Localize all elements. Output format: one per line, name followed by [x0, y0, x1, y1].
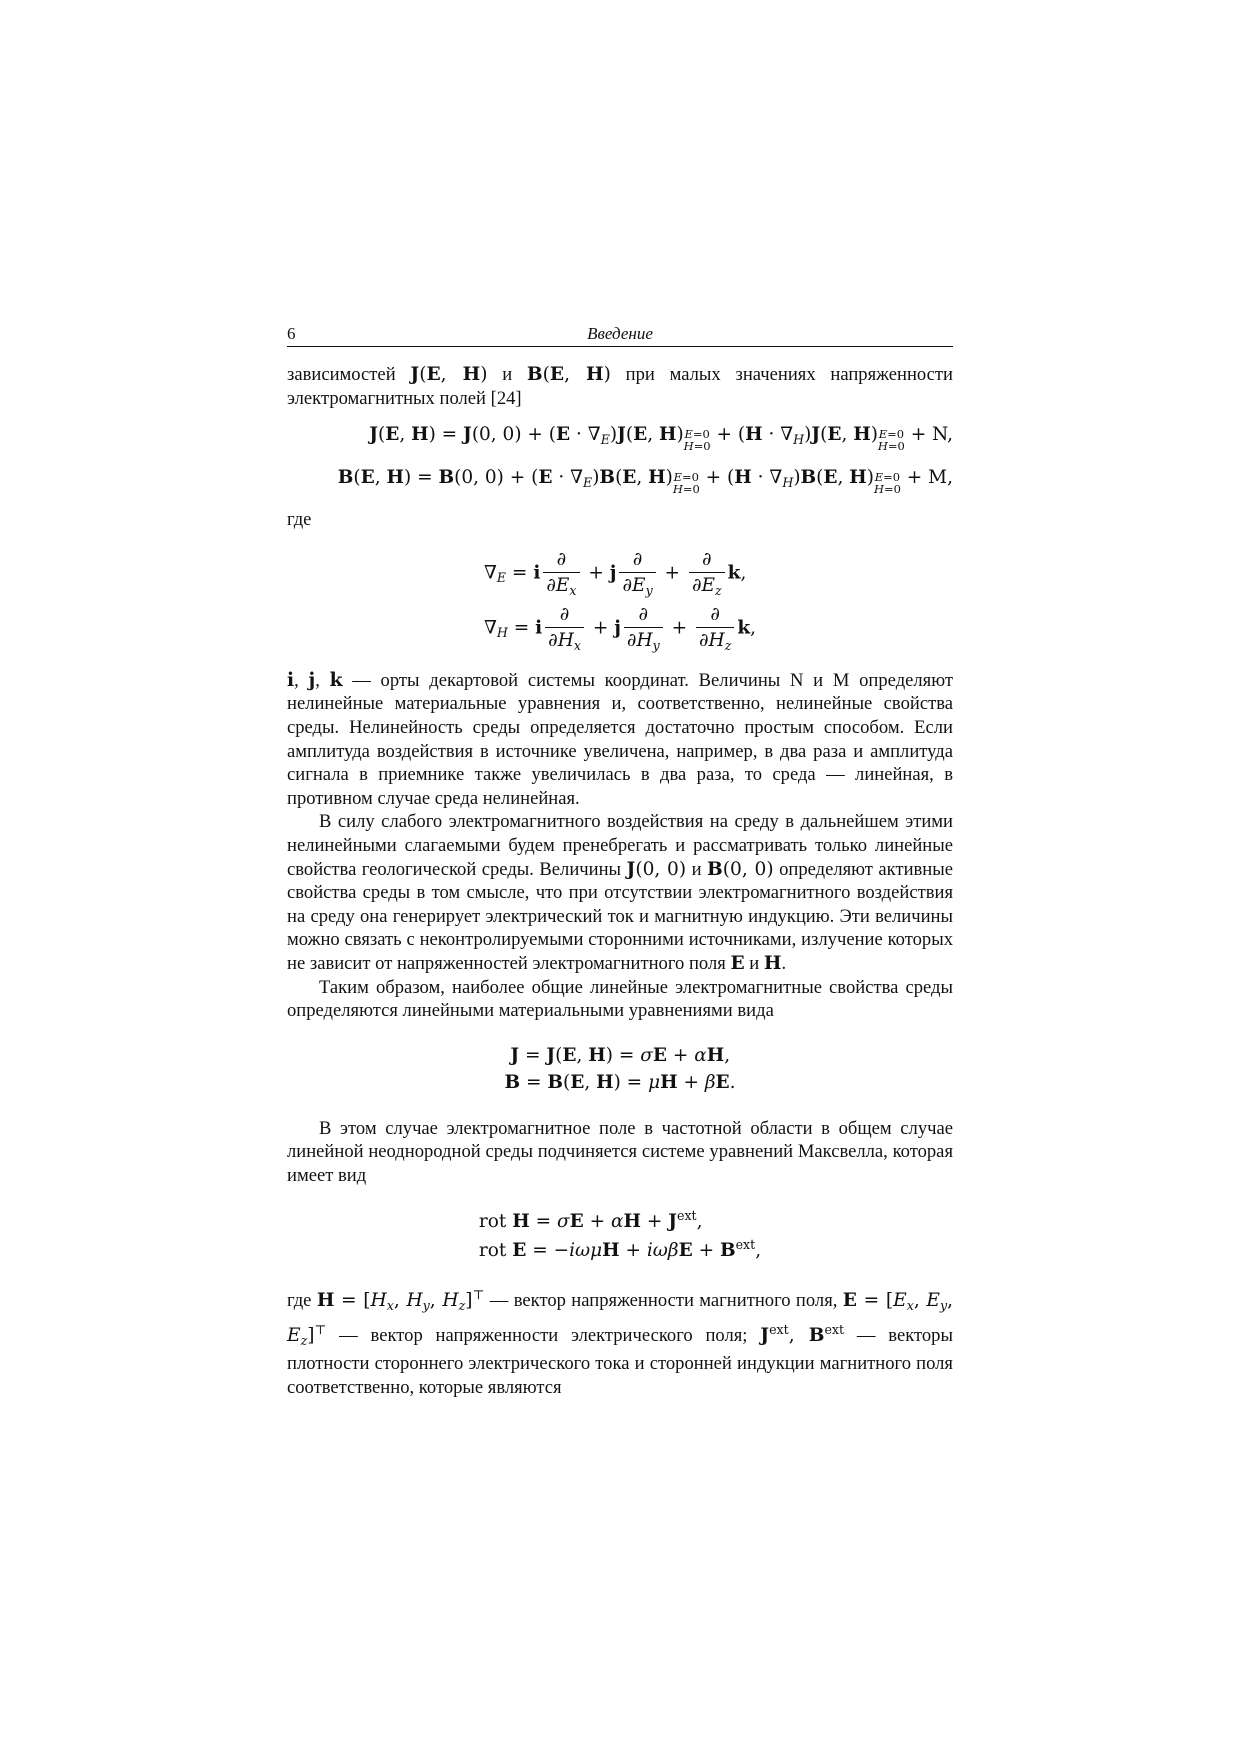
- text-span: зависимостей: [287, 364, 411, 385]
- text-span: и: [487, 364, 527, 385]
- text-span: — вектор напряженности электрического поля;: [326, 1324, 761, 1346]
- equation-nabla-operators: $\nabla_E = i$ $\frac{\partial}{\partial E_x}$ + j $\frac{\partial}{\partial E_y}$ + $\frac{\partial}{\partial E_z}$ k, $\nabla_H = i$ $\frac{\partial}{\partial H_x}$ + j $\frac{\partial}{\partial H_y}$ + $\frac{\partial}{\partial H_z}$ k,: [483, 549, 757, 653]
- paragraph-vector-definitions: [287, 1283, 953, 1399]
- inline-math: B(0, 0): [707, 858, 774, 880]
- text-span: и: [744, 952, 764, 974]
- equation-maxwell-system: rot $H = \sigma E + \alpha H + J^{ext}$, rot $E = -i\omega\mu H + i\omega\beta E + B^{ext}$,: [478, 1207, 762, 1262]
- text-span: и: [686, 858, 708, 880]
- text-span: — вектор напряженности магнитного поля,: [484, 1290, 843, 1312]
- paragraph-maxwell-intro: В этом случае электромагнитное поле в частотной области в общем случае линейной неоднородной среды подчиняется системе уравнений Максвелла, которая имеет вид: [287, 1117, 953, 1186]
- inline-math: H: [763, 952, 782, 974]
- equation-material-relations: J = J(E, H) = σE + αH, B = B(E, H) = μH + βE.: [504, 1044, 736, 1093]
- running-header: [287, 318, 953, 347]
- text-span: — орты декартовой системы координат. Величины N и M определяют нелинейные материальные уравнения и, соответственно, нелинейные свойства среды. Нелинейность среды определяется достаточно простым способом. Если амплитуда воздействия в источнике увеличена, например, в два раза и амплитуда сигнала в приемнике также увеличилась в два раза, то среда — линейная, в противном случае среда нелинейная.: [287, 669, 954, 809]
- page: [287, 318, 953, 1399]
- equation-taylor-expansion: J(E, H) = J(0, $0) + (E \cdot \nabla_E)J(E$, H)E=0 $H=0 + (H \cdot \nabla_H)J(E$, H)E=0 H=0 + N, B(E, H) = B(0, $0) + (E \cdot \nabla_E)B(E$, H)E=0 $H=0 + (H \cdot \nabla_H)B(E$, H)E=0 H=0 + M,: [337, 424, 953, 496]
- inline-math: J(E, H): [410, 364, 488, 385]
- inline-math: k: [329, 669, 343, 691]
- text-span: определяют активные свойства среды в том смысле, что при отсутствии электромагнитного воздействия на среду она генерирует электрический ток и магнитную индукцию. Эти величины можно связать с неконтролируемыми сторонними источниками, излучение которых не зависит от напряженностей электромагнитного поля: [287, 858, 954, 974]
- text-span: — векторы плотности стороннего электрического тока и сторонней индукции магнитного поля соответственно, которые являются: [287, 1324, 953, 1398]
- inline-math: i: [287, 669, 295, 691]
- paragraph-material-equations: Таким образом, наиболее общие линейные электромагнитные свойства среды определяются линейными материальными уравнениями вида: [287, 976, 953, 1022]
- inline-math: J(0, 0): [626, 858, 687, 880]
- inline-math: $J^{ext}$, $B^{ext}$: [760, 1321, 845, 1346]
- inline-math: B(E, H): [526, 364, 611, 385]
- inline-math: j: [308, 669, 316, 691]
- where-label: где: [287, 508, 312, 530]
- inline-math: E: [730, 952, 745, 974]
- page-number: 6: [287, 324, 296, 343]
- running-title: Введение: [587, 324, 653, 343]
- inline-math: $E = [E_x$, $E_y$, $E_z]^⊤$: [287, 1290, 954, 1348]
- paragraph-nonlinearity: i, j, k — орты декартовой системы координат. Величины N и M определяют нелинейные материальные уравнения и, соответственно, нелинейные свойства среды. Нелинейность среды определяется достаточно простым способом. Если амплитуда воздействия в источнике увеличена, например, в два раза и амплитуда сигнала в приемнике также увеличилась в два раза, то среда — линейная, в противном случае среда нелинейная.: [287, 669, 954, 809]
- inline-math: $H = [H_x$, $H_y$, $H_z]^⊤$: [316, 1287, 485, 1314]
- text-span: В силу слабого электромагнитного воздействия на среду в дальнейшем этими нелинейными слагаемыми будем пренебрегать и рассматривать только линейные свойства геологической среды. Величины: [287, 811, 953, 880]
- paragraph-intro: [287, 363, 953, 410]
- text-span: где: [287, 1290, 317, 1312]
- text-span: .: [781, 952, 787, 974]
- text-span: при малых значениях напряженности электромагнитных полей [24]: [287, 364, 953, 409]
- paragraph-linear-properties: [287, 810, 953, 975]
